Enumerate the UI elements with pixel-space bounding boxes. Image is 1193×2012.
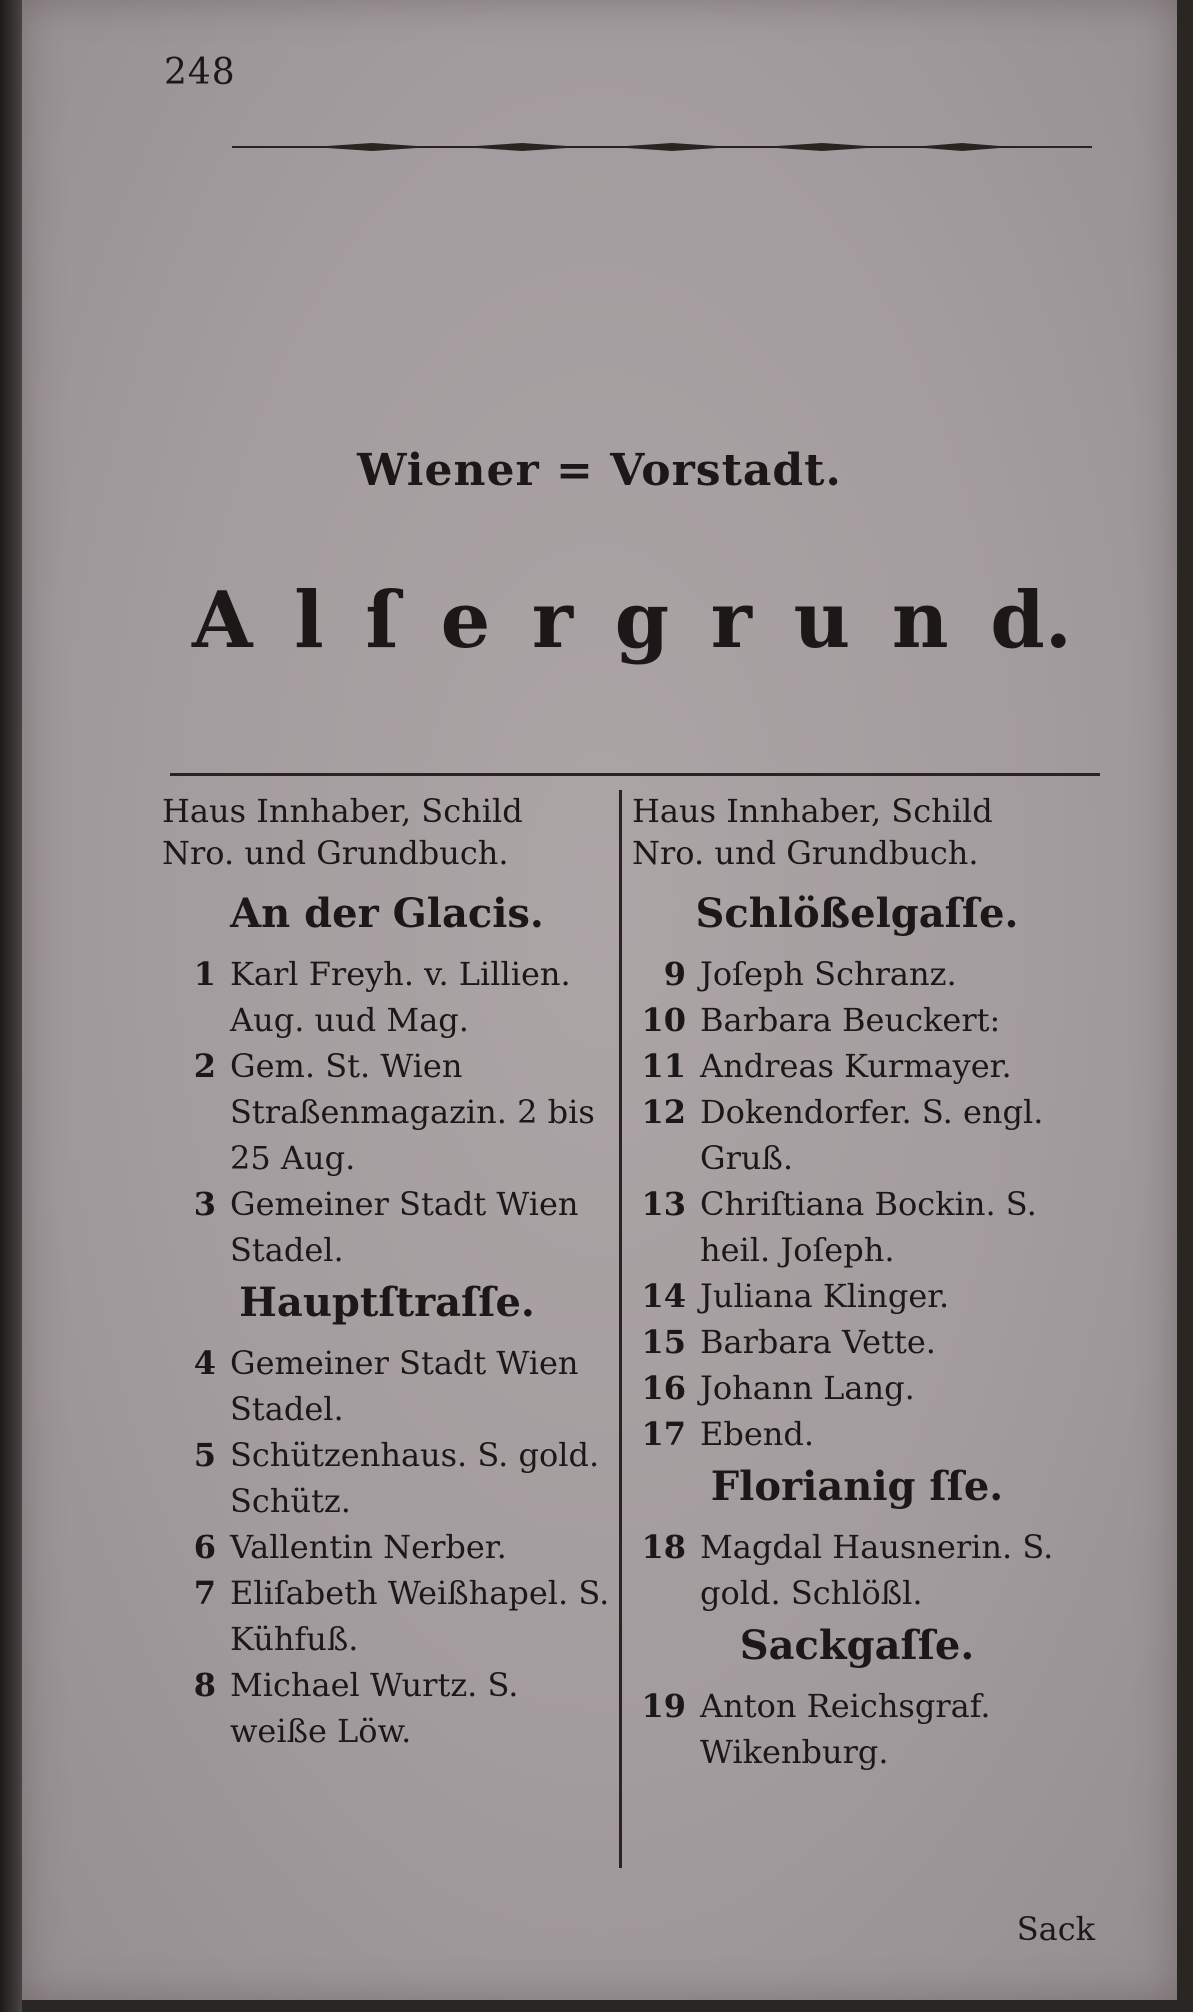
section-title: Wiener = Vorstadt.	[357, 445, 842, 496]
house-entry	[162, 1043, 612, 1181]
house-entry	[162, 1181, 612, 1273]
house-entry	[632, 1273, 1082, 1319]
house-owner: Dokendorfer. S. engl. Gruß.	[700, 1093, 1044, 1177]
house-owner: Vallentin Nerber.	[230, 1528, 507, 1566]
house-entry	[162, 1524, 612, 1570]
house-number: 13	[641, 1185, 686, 1223]
book-gutter	[0, 0, 22, 2012]
house-owner: Juliana Klinger.	[700, 1277, 950, 1315]
district-letter: A	[192, 575, 253, 666]
house-entry	[632, 1683, 1082, 1775]
house-owner: Gemeiner Stadt Wien Stadel.	[230, 1344, 579, 1428]
district-letter: ſ	[365, 575, 399, 666]
ornamental-rule	[232, 140, 1092, 154]
district-letter: l	[294, 575, 324, 666]
district-letter: r	[710, 575, 752, 666]
house-entry	[632, 1319, 1082, 1365]
district-letter: d.	[990, 575, 1072, 666]
house-entry	[632, 951, 1082, 997]
district-letter: u	[793, 575, 851, 666]
house-entry	[162, 1432, 612, 1524]
catchword: Sack	[1016, 1910, 1095, 1948]
house-owner: Ebend.	[700, 1415, 815, 1453]
book-page	[22, 0, 1177, 2000]
house-number: 6	[193, 1528, 216, 1566]
house-owner: Michael Wurtz. S. weiße Löw.	[230, 1666, 519, 1750]
column-header-line: Haus Innhaber, Schild	[162, 792, 523, 830]
house-number: 19	[641, 1687, 686, 1725]
house-number: 15	[641, 1323, 686, 1361]
house-entry	[632, 1043, 1082, 1089]
column-divider	[619, 790, 622, 1868]
house-entry	[632, 1181, 1082, 1273]
house-entry	[632, 997, 1082, 1043]
district-letter: e	[440, 575, 491, 666]
street-heading: Florianig ſſe.	[710, 1463, 1004, 1510]
house-owner: Karl Freyh. v. Lillien. Aug. uud Mag.	[230, 955, 571, 1039]
right-column	[632, 790, 1082, 1775]
table-top-rule	[170, 773, 1100, 776]
house-entry	[162, 1570, 612, 1662]
house-owner: Gem. St. Wien Straßenmagazin. 2 bis 25 Aug.	[230, 1047, 595, 1177]
column-header	[632, 790, 1082, 874]
page-number: 248	[164, 52, 236, 93]
house-owner: Gemeiner Stadt Wien Stadel.	[230, 1185, 579, 1269]
house-number: 10	[641, 1001, 686, 1039]
house-entry	[632, 1089, 1082, 1181]
house-number: 7	[193, 1574, 216, 1612]
house-number: 8	[193, 1666, 216, 1704]
house-number: 16	[641, 1369, 686, 1407]
house-entry	[632, 1524, 1082, 1616]
district-letter: r	[531, 575, 573, 666]
street-heading: An der Glacis.	[230, 890, 544, 937]
house-owner: Chriſtiana Bockin. S. heil. Joſeph.	[700, 1185, 1037, 1269]
house-entry	[632, 1365, 1082, 1411]
street-heading: Hauptſtraſſe.	[239, 1279, 535, 1326]
house-number: 18	[641, 1528, 686, 1566]
house-entry	[162, 1662, 612, 1754]
left-column	[162, 790, 612, 1754]
house-number: 2	[193, 1047, 216, 1085]
house-number: 17	[641, 1415, 686, 1453]
house-number: 4	[193, 1344, 216, 1382]
house-owner: Barbara Vette.	[700, 1323, 936, 1361]
house-owner: Anton Reichsgraf. Wikenburg.	[700, 1687, 991, 1771]
column-header	[162, 790, 612, 874]
house-owner: Andreas Kurmayer.	[700, 1047, 1012, 1085]
district-letter: n	[891, 575, 949, 666]
house-owner: Johann Lang.	[700, 1369, 915, 1407]
column-header-line: Nro. und Grundbuch.	[632, 834, 979, 872]
house-entry	[632, 1411, 1082, 1457]
house-number: 12	[641, 1093, 686, 1131]
house-owner: Magdal Hausnerin. S. gold. Schlößl.	[700, 1528, 1054, 1612]
house-number: 9	[663, 955, 686, 993]
house-owner: Barbara Beuckert:	[700, 1001, 1001, 1039]
column-header-line: Nro. und Grundbuch.	[162, 834, 509, 872]
street-heading: Sackgaſſe.	[739, 1622, 975, 1669]
house-entry	[162, 1340, 612, 1432]
district-letter: g	[614, 575, 670, 666]
house-owner: Eliſabeth Weißhapel. S. Kühfuß.	[230, 1574, 610, 1658]
house-entry	[162, 951, 612, 1043]
house-number: 14	[641, 1277, 686, 1315]
house-owner: Joſeph Schranz.	[700, 955, 957, 993]
house-number: 1	[193, 955, 216, 993]
column-header-line: Haus Innhaber, Schild	[632, 792, 993, 830]
district-title	[192, 575, 1072, 666]
house-owner: Schützenhaus. S. gold. Schütz.	[230, 1436, 600, 1520]
house-number: 5	[193, 1436, 216, 1474]
house-number: 3	[193, 1185, 216, 1223]
house-number: 11	[641, 1047, 686, 1085]
street-heading: Schlößelgaſſe.	[695, 890, 1019, 937]
